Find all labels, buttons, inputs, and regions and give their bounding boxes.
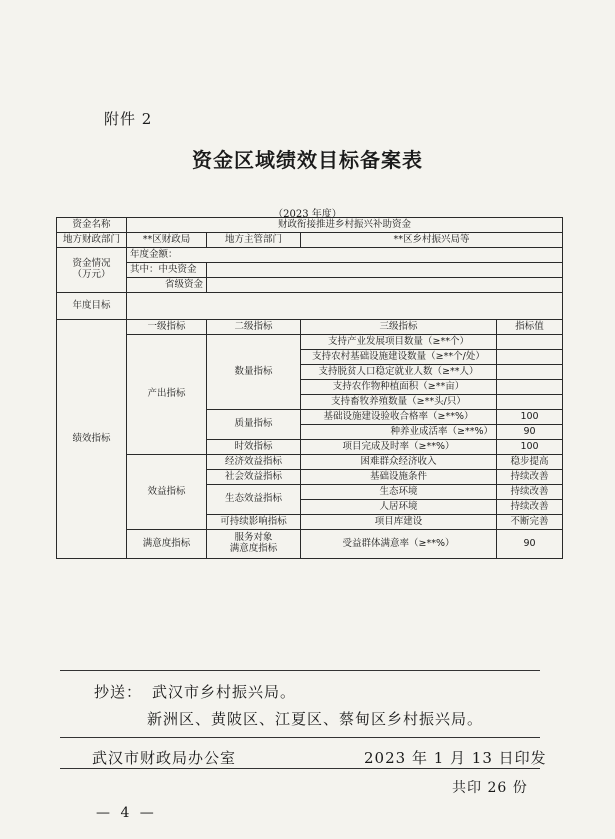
indicator-q4: 支持农作物种植面积（≥**亩） — [301, 380, 497, 395]
header-level1: 一级指标 — [127, 320, 207, 335]
cc-line-1: 武汉市乡村振兴局。 — [152, 683, 297, 701]
indicator-sa1: 受益群体满意率（≥**%） — [301, 530, 497, 559]
economic-label: 经济效益指标 — [207, 455, 301, 470]
quality-label: 质量指标 — [207, 410, 301, 440]
indicator-q1: 支持产业发展项目数量（≥**个） — [301, 335, 497, 350]
quantity-label: 数量指标 — [207, 335, 301, 410]
indicator-t1: 项目完成及时率（≥**%） — [301, 440, 497, 455]
indicator-q1-value — [497, 335, 563, 350]
mgmt-dept-value: **区乡村振兴局等 — [301, 233, 563, 248]
cc-line-2: 新洲区、黄陂区、江夏区、蔡甸区乡村振兴局。 — [147, 710, 484, 728]
output-label: 产出指标 — [127, 335, 207, 455]
table-row — [57, 293, 563, 320]
header-value: 指标值 — [497, 320, 563, 335]
indicator-q2-value — [497, 350, 563, 365]
indicator-q2: 支持农村基础设施建设数量（≥**个/处） — [301, 350, 497, 365]
indicator-q3: 支持脱贫人口稳定就业人数（≥**人） — [301, 365, 497, 380]
indicator-t1-value: 100 — [497, 440, 563, 455]
fund-name-value: 财政衔接推进乡村振兴补助资金 — [127, 218, 563, 233]
satisfaction-label: 满意度指标 — [127, 530, 207, 559]
annual-target-value — [127, 293, 563, 320]
indicator-ql1-value: 100 — [497, 410, 563, 425]
indicator-ql2: 种养业成活率（≥**%） — [301, 425, 497, 440]
indicator-ql2-value: 90 — [497, 425, 563, 440]
indicator-ql1: 基础设施建设验收合格率（≥**%） — [301, 410, 497, 425]
table-row — [57, 335, 563, 350]
annual-target-label: 年度目标 — [57, 293, 127, 320]
provincial-funds-label: 省级资金 — [127, 278, 207, 293]
finance-dept-label: 地方财政部门 — [57, 233, 127, 248]
central-funds-label: 其中：中央资金 — [127, 263, 207, 278]
central-funds-value — [207, 263, 563, 278]
indicator-ec2-value: 持续改善 — [497, 500, 563, 515]
eco-label: 生态效益指标 — [207, 485, 301, 515]
indicator-su1: 项目库建设 — [301, 515, 497, 530]
sustain-label: 可持续影响指标 — [207, 515, 301, 530]
performance-label: 绩效指标 — [57, 320, 127, 559]
funding-label-cell — [57, 248, 127, 293]
table-row — [57, 263, 563, 278]
indicator-q3-value — [497, 365, 563, 380]
indicator-sa1-value: 90 — [497, 530, 563, 559]
issuer: 武汉市财政局办公室 — [92, 749, 237, 767]
indicator-ec2: 人居环境 — [301, 500, 497, 515]
social-label: 社会效益指标 — [207, 470, 301, 485]
table-row — [57, 278, 563, 293]
indicator-q5: 支持畜牧养殖数量（≥**头/只） — [301, 395, 497, 410]
indicator-q4-value — [497, 380, 563, 395]
fund-name-label: 资金名称 — [57, 218, 127, 233]
indicator-q5-value — [497, 395, 563, 410]
service-label-1: 服务对象 — [234, 532, 273, 544]
annual-amount-label: 年度金额： — [127, 248, 563, 263]
year-note: （2023 年度） — [273, 209, 342, 220]
table-row — [57, 320, 563, 335]
service-label-cell — [207, 530, 301, 559]
funding-unit: （万元） — [72, 269, 111, 280]
table-row — [57, 218, 563, 233]
table-row — [57, 530, 563, 559]
indicator-ec1: 生态环境 — [301, 485, 497, 500]
performance-target-table — [56, 217, 563, 559]
page-number: — 4 — — [96, 805, 157, 821]
mgmt-dept-label: 地方主管部门 — [207, 233, 301, 248]
header-level3: 三级指标 — [301, 320, 497, 335]
benefit-label: 效益指标 — [127, 455, 207, 530]
print-date: 2023 年 1 月 13 日印发 — [364, 749, 547, 767]
table-row — [57, 233, 563, 248]
footer-rule-bottom — [60, 768, 540, 769]
indicator-s1-value: 持续改善 — [497, 470, 563, 485]
document-title: 资金区域绩效目标备案表 — [192, 148, 423, 172]
cc-label: 抄送： — [94, 683, 143, 701]
copies-count: 共印 26 份 — [452, 780, 528, 796]
provincial-funds-value — [207, 278, 563, 293]
attachment-label: 附件 2 — [104, 110, 153, 128]
footer-rule-top — [60, 670, 540, 671]
indicator-s1: 基础设施条件 — [301, 470, 497, 485]
funding-label: 资金情况 — [72, 258, 111, 270]
timeliness-label: 时效指标 — [207, 440, 301, 455]
indicator-ec1-value: 持续改善 — [497, 485, 563, 500]
finance-dept-value: **区财政局 — [127, 233, 207, 248]
indicator-e1-value: 稳步提高 — [497, 455, 563, 470]
indicator-e1: 困难群众经济收入 — [301, 455, 497, 470]
footer-rule-middle — [60, 737, 540, 738]
table-row — [57, 248, 563, 263]
service-label-2: 满意度指标 — [229, 543, 278, 554]
table-row — [57, 455, 563, 470]
indicator-su1-value: 不断完善 — [497, 515, 563, 530]
header-level2: 二级指标 — [207, 320, 301, 335]
